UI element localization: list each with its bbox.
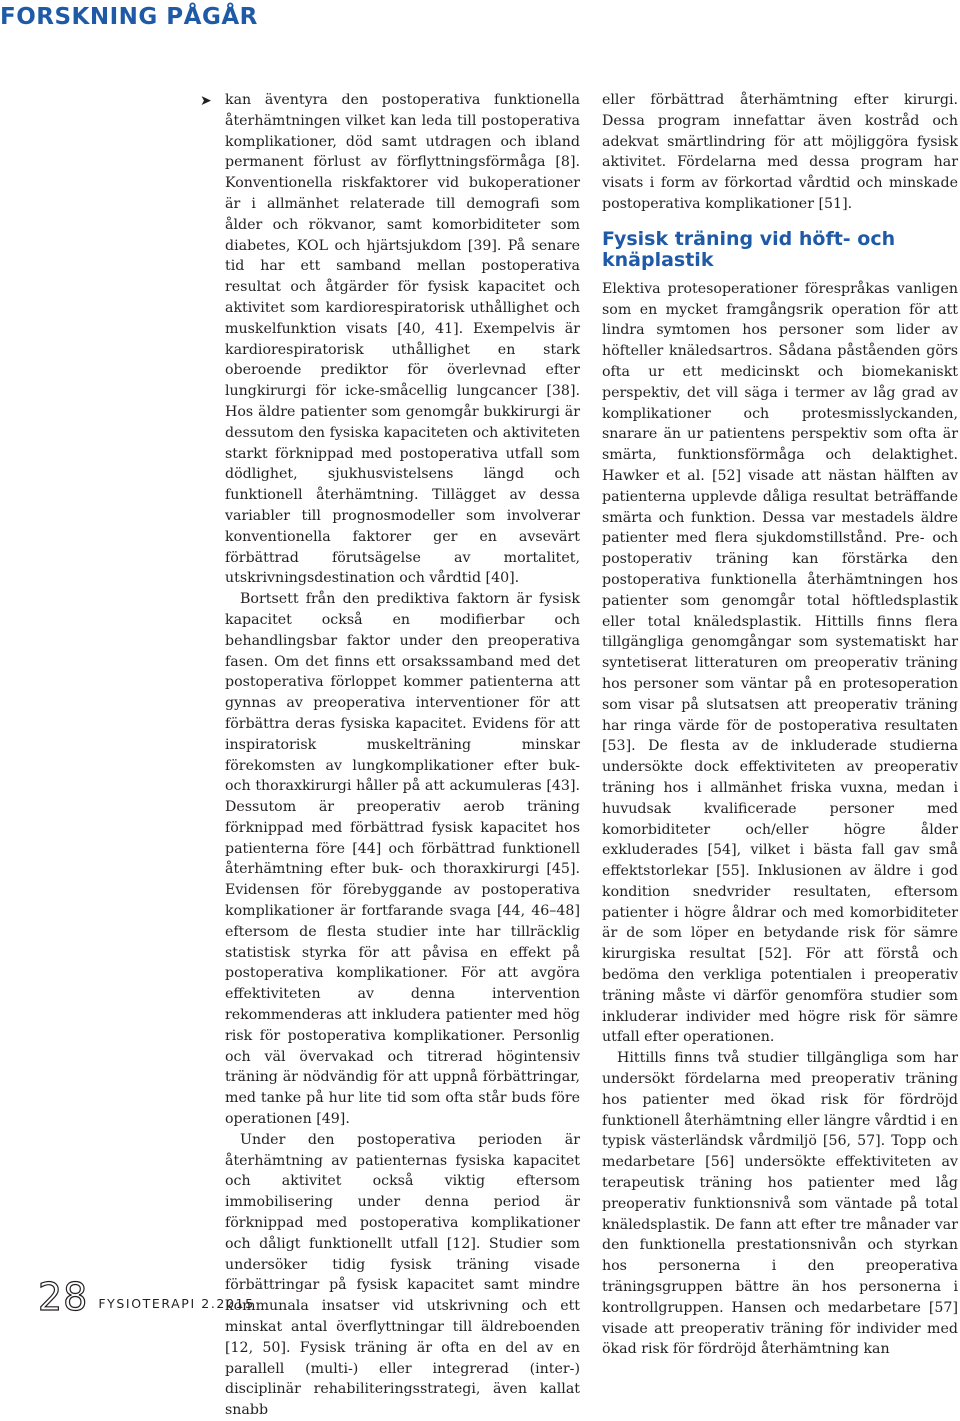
paragraph: Bortsett från den prediktiva faktorn är fysisk kapacitet också en modifierbar och behandlingsbar faktor under den preoperativa fasen. Om det finns ett orsakssamband med det postoperativa förloppet kommer patienterna att gynnas av preoperativa interventioner för att förbättra deras fysiska kapacitet. Evidens för att inspiratorisk muskelträning minskar förekomsten av lungkomplikationer efter buk- och thoraxkirurgi håller på att ackumuleras [43]. Dessutom är preoperativ aerob träning förknippad med förbättrad fysisk kapacitet hos patienterna före [44] och förbättrad funktionell återhämtning efter buk- och thoraxkirurgi [45]. Evidensen för förebyggande av postoperativa komplikationer är fortfarande svaga [44, 46–48] eftersom de flesta studier inte har tillräcklig statistisk styrka för att påvisa en effekt på postoperativa komplikationer. För att avgöra effektiviteten av denna intervention rekommenderas att inkludera patienter med hög risk för postoperativa komplikationer. Personlig och väl övervakad och titrerad högintensiv träning är nödvändig för att uppnå förbättringar, med tanke på hur lite tid som ofta står buds före operationen [49]. — [225, 591, 580, 1128]
bullet-arrow-icon: ➤ — [200, 93, 212, 109]
subheading: Fysisk träning vid höft- och knäplastik — [602, 227, 896, 271]
section-header: FORSKNING PÅGÅR — [0, 4, 258, 30]
page-footer — [38, 1275, 255, 1319]
paragraph: Elektiva protesoperationer förespråkas vanligen som en mycket framgångsrik operation för att lindra symtomen hos personer som lider av höfteller knäledsartros. Sådana påståenden görs ofta ur ett medicinskt och biomekaniskt perspektiv, det vill säga i termer av låg grad av komplikationer och protesmisslyckanden, snarare än ur patientens perspektiv som ofta är smärta, funktionsförmåga och delaktighet. Hawker et al. [52] visade att nästan hälften av patienterna upplevde dåliga resultat beträffande smärta och funktion. Dessa var mestadels äldre patienter med flera sjukdomstillstånd. Pre- och postoperativ träning kan förstärka den postoperativa funktionella återhämtningen hos patienter som genomgår total höftledsplastik eller total knäledsplastik. Hittills finns flera tillgängliga genomgångar som systematiskt har syntetiserat litteraturen om preoperativ träning hos personer som väntar på en protesoperation som visar på slutsatsen att preoperativ träning har ringa värde för de postoperativa resultaten [53]. De flesta av de inkluderade studierna undersökte dock effektiviteten av preoperativ träning hos i allmänhet friska vuxna, medan i huvudsak kvalificerade personer med komorbiditeter och/eller högre ålder exkluderades [54], vilket i bästa fall gav små effektstorlekar [55]. Inklusionen av äldre i god kondition snedvrider resultaten, eftersom patienter i högre åldrar och med komorbiditeter är de som löper en betydande risk för sämre kirurgiska resultat [52]. För att förstå och bedöma den verkliga potentialen i preoperativ träning måste vi därför genomföra studier som inkluderar individer med högre risk för sämre utfall efter operationen. — [602, 280, 958, 1046]
paragraph: Under den postoperativa perioden är återhämtning av patienternas fysiska kapacitet och aktivitet också viktig eftersom immobilisering under denna period är förknippad med postoperativa komplikationer och dåligt funktionellt utfall [12]. Studier som undersöker tidig fysisk träning visade förbättringar på fysisk kapacitet samt mindre kommunala insatser vid utskrivning och ett minskat antal överflyttningar till äldreboenden [12, 50]. Fysisk träning är ofta en del av en parallell (multi-) eller integrerad (inter-) disciplinär rehabiliteringsstrategi, även kallat snabb — [225, 1131, 580, 1419]
paragraph: eller förbättrad återhämtning efter kirurgi. Dessa program innefattar även kostråd och adekvat smärtlindring för att möjliggöra fysisk aktivitet. Fördelarna med dessa program har visats i form av förkortad vårdtid och minskade postoperativa komplikationer [51]. — [602, 92, 958, 212]
right-column — [602, 90, 958, 1360]
journal-name: FYSIOTERAPI 2.2015 — [98, 1296, 255, 1311]
page-number: 28 — [38, 1275, 89, 1319]
left-column — [225, 90, 580, 1421]
paragraph: Hittills finns två studier tillgängliga som har undersökt fördelarna med preoperativ träning hos patienter med ökad risk för fördröjd funktionell återhämtning eller längre vårdtid i en typisk västerländsk vårdmiljö [56, 57]. Topp och medarbetare [56] undersökte effektiviteten av terapeutisk träning hos patienter med låg preoperativ funktionsnivå som väntade på total knäledsplastik. De fann att efter tre månader var den funktionella prestationsnivån och styrkan hos personerna i den preoperativa träningsgruppen bättre än hos personerna i kontrollgruppen. Hansen och medarbetare [57] visade att preoperativ träning för individer med ökad risk för fördröjd återhämtning kan — [602, 1050, 958, 1358]
paragraph: kan äventyra den postoperativa funktionella återhämtningen vilket kan leda till postoperativa komplikationer, död samt utdragen och ibland permanent förlust av förflyttningsförmåga [8]. Konventionella riskfaktorer vid bukoperationer är i allmänhet relaterade till demografi som ålder och rökvanor, samt komorbiditeter som diabetes, KOL och hjärtsjukdom [39]. På senare tid har ett samband mellan postoperativa resultat och åtgärder för fysisk kapacitet och aktivitet som kardiorespiratorisk uthållighet och muskelfunktion visats [40, 41]. Exempelvis är kardiorespiratorisk uthållighet en stark oberoende prediktor för överlevnad efter lungkirurgi för icke-småcellig lungcancer [38]. Hos äldre patienter som genomgår bukkirurgi är dessutom den fysiska kapaciteten och aktiviteten starkt förknippad med postoperativa utfall som dödlighet, sjukhusvistelsens längd och funktionell återhämtning. Tillägget av dessa variabler till prognosmodeller som involverar konventionella faktorer ger en avsevärt förbättrad förutsägelse av mortalitet, utskrivningsdestination och vårdtid [40]. — [225, 92, 580, 587]
